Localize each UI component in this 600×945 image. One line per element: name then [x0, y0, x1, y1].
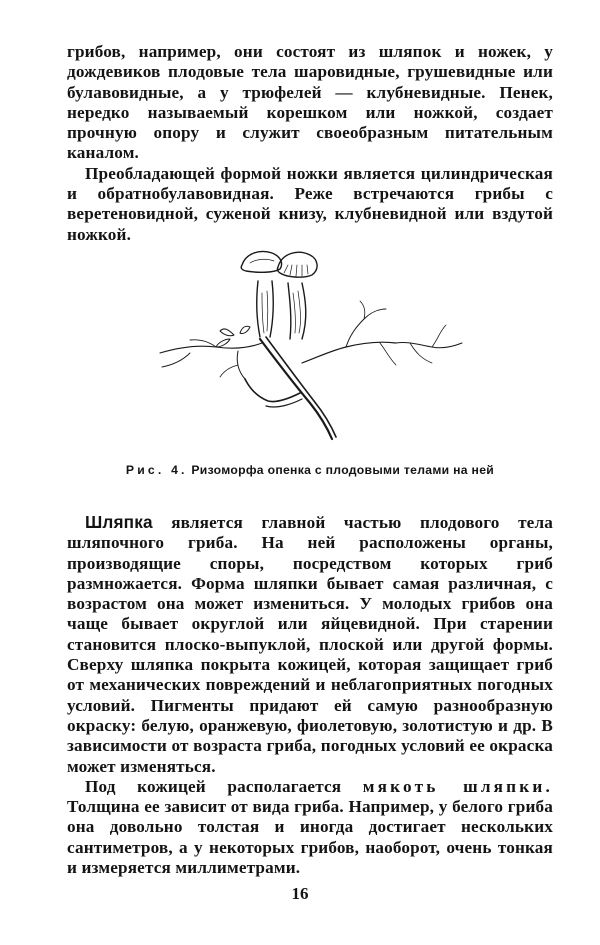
term-cap: Шляпка — [85, 512, 153, 532]
paragraph-continuation: грибов, например, они состоят из шляпок и ножек, у дождевиков плодовые тела шаровидные, грушевидные или булавовидные, а у трюфелей — клубневидные. Пенек, нередко называемый корешком или ножкой, создает прочную опору и служит своеобразным питательным каналом. — [67, 42, 553, 163]
paragraph-flesh-after: Толщина ее зависит от вида гриба. Например, у белого гриба она довольно толстая и иногда достигает нескольких сантиметров, а у некоторых грибов, наоборот, очень тонкая и измеряется миллиметрами. — [67, 797, 553, 878]
page-number: 16 — [291, 884, 309, 903]
rhizomorph-figure — [150, 243, 475, 453]
figure-caption — [67, 462, 553, 478]
paragraph-cap-text: является главной частью плодового тела шляпочного гриба. На ней расположены органы, производящие споры, посредством которых гриб размножается. Форма шляпки бывает самая различная, с возрастом она может измениться. У молодых грибов она чаще бывает округлой или яйцевидной. При старении становится плоско-выпуклой, плоской или другой формы. Сверху шляпка покрыта кожицей, которая защищает гриб от механических повреждений и неблагоприятных погодных условий. Пигменты придают ей самую разнообразную окраску: белую, оранжевую, фиолетовую, золотистую и др. В зависимости от возраста гриба, погодных условий ее окраска может изменяться. — [67, 513, 553, 776]
text-block-bottom — [67, 512, 553, 878]
rhizomorph-with-mushrooms-icon — [150, 243, 475, 453]
paragraph-stem-shape: Преобладающей формой ножки является цилиндрическая и обратнобулавовидная. Реже встречаются грибы с веретеновидной, суженой книзу, клубневидной или вздутой ножкой. — [67, 163, 553, 244]
figure-label: Рис. 4. — [125, 463, 188, 477]
term-flesh: мякоть шляпки. — [362, 776, 553, 796]
paragraph-flesh-before: Под кожицей располагается — [85, 776, 363, 796]
paragraph-cap — [67, 512, 553, 777]
figure-caption-text: Ризоморфа опенка с плодовыми телами на ней — [191, 463, 495, 477]
text-block-top — [67, 42, 553, 245]
paragraph-flesh — [67, 777, 553, 878]
